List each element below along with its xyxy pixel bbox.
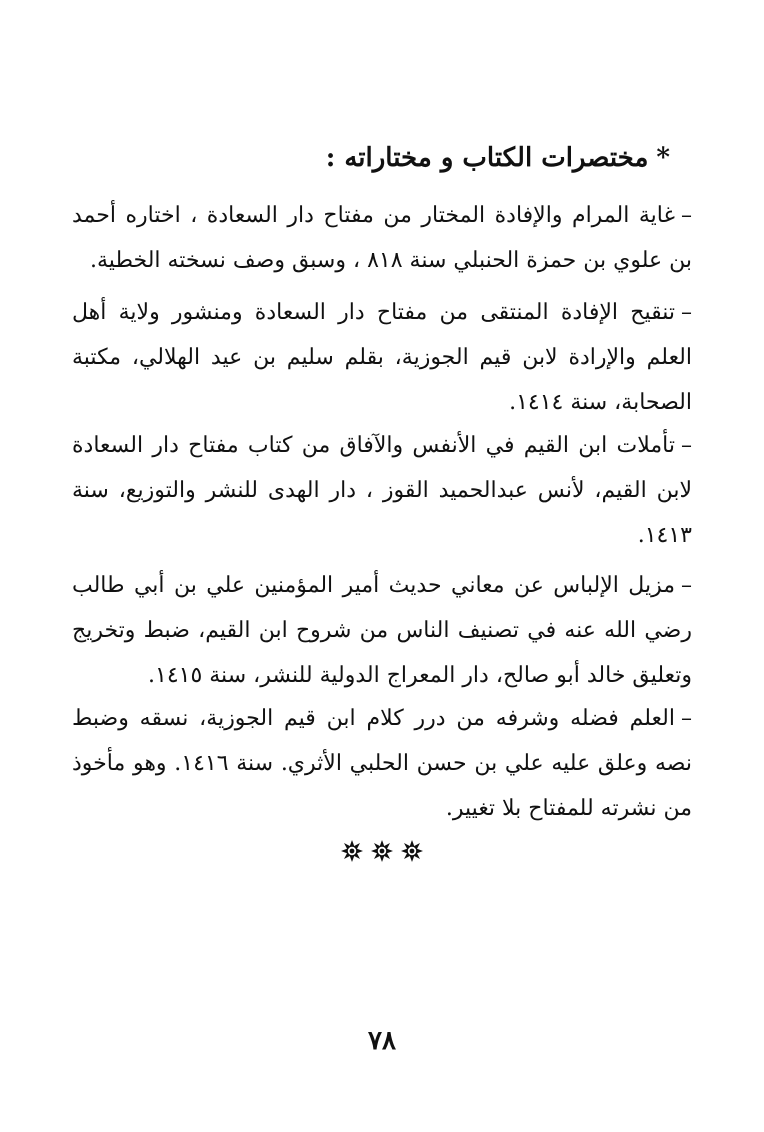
list-item-text: تأملات ابن القيم في الأنفس والآفاق من كتاب مفتاح دار السعادة لابن القيم، لأنس عبدالحميد القوز ، دار الهدى للنشر والتوزيع، سنة ١٤١٣.	[72, 433, 692, 548]
list-item	[72, 423, 692, 558]
list-dash: –	[681, 573, 692, 598]
list-dash: –	[681, 300, 692, 325]
list-item-text: تنقيح الإفادة المنتقى من مفتاح دار السعادة ومنشور ولاية أهل العلم والإرادة لابن قيم الجوزية، بقلم سليم بن عيد الهلالي، مكتبة الصحابة، سنة ١٤١٤.	[72, 300, 692, 415]
floral-star-ornament-icon	[341, 840, 363, 862]
list-dash: –	[681, 203, 692, 228]
floral-star-ornament-icon	[401, 840, 423, 862]
list-item	[72, 290, 692, 425]
asterisk-marker: *	[656, 143, 670, 173]
list-item	[72, 563, 692, 698]
list-item-text: غاية المرام والإفادة المختار من مفتاح دار السعادة ، اختاره أحمد بن علوي بن حمزة الحنبلي سنة ٨١٨ ، وسبق وصف نسخته الخطية.	[72, 203, 692, 273]
list-dash: –	[681, 706, 692, 731]
page-number: ٧٨	[368, 1026, 396, 1056]
list-item-text: مزيل الإلباس عن معاني حديث أمير المؤمنين علي بن أبي طالب رضي الله عنه في تصنيف الناس من شروح ابن القيم، ضبط وتخريج وتعليق خالد أبو صالح، دار المعراج الدولية للنشر، سنة ١٤١٥.	[72, 573, 692, 688]
section-end-ornament	[0, 840, 764, 862]
list-dash: –	[681, 433, 692, 458]
list-item-text: العلم فضله وشرفه من درر كلام ابن قيم الجوزية، نسقه وضبط نصه وعلق عليه علي بن حسن الحلبي الأثري. سنة ١٤١٦. وهو مأخوذ من نشرته للمفتاح بلا تغيير.	[72, 706, 693, 821]
list-item	[72, 193, 692, 283]
section-heading	[80, 138, 670, 178]
floral-star-ornament-icon	[371, 840, 393, 862]
list-item	[72, 696, 692, 831]
heading-text: مختصرات الكتاب و مختاراته :	[325, 143, 649, 173]
